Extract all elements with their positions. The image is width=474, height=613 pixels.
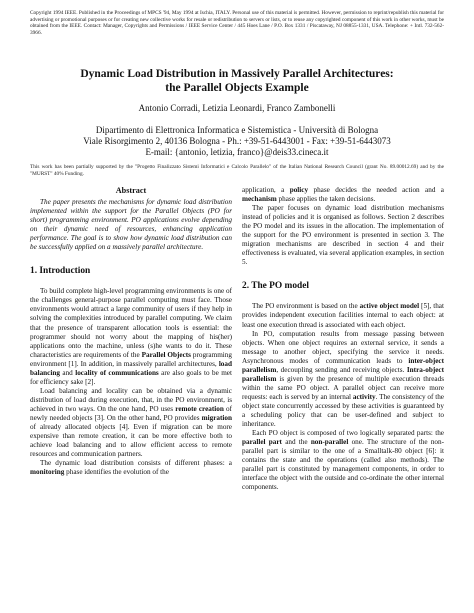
section-heading-introduction: 1. Introduction	[30, 266, 91, 277]
intro-paragraph-1: To build complete high-level programming environments is one of the challenges general-purpose parallel computing must face. Those environments would attract a large community of users if they help in solving the complexities introduced by parallel computing. We claim that the presence of transparent allocation tools is essential: the programmer should not worry about the mapping of his(her) applications onto the machine, unless (s)he wants to do it. These characteristics are requirements of the Parallel Objects programming environment [1]. In addition, in massively parallel architectures, load balancing and locality of communications are also goals to be met for efficiency sake [2].	[30, 287, 232, 386]
abstract-heading: Abstract	[115, 186, 147, 195]
po-paragraph-3: Each PO object is composed of two logically separated parts: the parallel part and the non-parallel one. The structure of the non-parallel part is similar to the one of a Smalltalk-80 object [6]: it contains the state and the operations (called also methods). The parallel part is constituted by management components, in order to interface the object with the outside and co-ordinate the other internal components.	[242, 429, 445, 492]
po-paragraph-1: The PO environment is based on the active object model [5], that provides independent execution facilities internal to each object: at least one execution thread is associated with each object.	[242, 302, 444, 329]
abstract-text: The paper presents the mechanisms for dynamic load distribution implemented within the support for the Parallel Objects (PO for short) programming environment. PO applications evolve depending on their dynamic need of resources, enhancing application performance. The goal is to show how dynamic load distribution can be successfully applied on a massively parallel architecture.	[30, 198, 232, 252]
funding-note: This work has been partially supported by the "Progetto Finalizzato Sistemi Informatici e Calcolo Parallelo" of the Italian National Research Council (grant No. 89.00012.69) and by the "MURST" 40% Funding.	[30, 164, 444, 177]
title-line-1: Dynamic Load Distribution in Massively Parallel Architectures:	[80, 68, 394, 80]
affiliation-line-2: Viale Risorgimento 2, 40136 Bologna - Ph.: +39-51-6443001 - Fax: +39-51-6443073	[83, 136, 391, 146]
left-column	[30, 186, 232, 477]
author-list: Antonio Corradi, Letizia Leonardi, Franco Zambonelli	[138, 103, 336, 113]
paper-title	[30, 67, 444, 95]
affiliation-email: E-mail: {antonio, letizia, franco}@deis33.cineca.it	[145, 147, 329, 157]
section-heading-po-model: 2. The PO model	[242, 281, 310, 292]
right-column	[242, 186, 444, 492]
intro-paragraph-3-continued: application, a policy phase decides the needed action and a mechanism phase applies the taken decisions.	[242, 186, 444, 204]
intro-paragraph-2: Load balancing and locality can be obtained via a dynamic distribution of load during execution, that, in the PO environment, is achieved in two ways. On the one hand, PO uses remote creation of newly needed objects [3]. On the other hand, PO provides migration of already allocated objects [4]. Even if migration can be more expensive than remote creation, it can be more effective both to achieve load balancing and to allow efficient access to remote resources and communication partners.	[30, 386, 232, 459]
title-line-2: the Parallel Objects Example	[165, 82, 309, 94]
intro-paragraph-3: The dynamic load distribution consists of different phases: a monitoring phase identifies the evolution of the	[30, 459, 232, 477]
affiliation-line-1: Dipartimento di Elettronica Informatica e Sistemistica - Università di Bologna	[95, 125, 379, 135]
affiliation	[30, 125, 444, 158]
po-paragraph-2: In PO, computation results from message passing between objects. When one object requires an external service, it sends a message to another object, specifying the service it needs. Asynchronous modes of communication leads to inter-object parallelism, decoupling sending and receiving objects. Intra-object parallelism is given by the presence of multiple execution threads within the same PO object. A parallel object can receive more requests: each is served by an internal activity. The consistency of the object state concurrently accessed by these activities is guaranteed by a scheduling policy that can be user-defined and subject to inheritance.	[242, 329, 444, 429]
intro-paragraph-4: The paper focuses on dynamic load distribution mechanisms instead of policies and it is organised as follows. Section 2 describes the PO model and its issues in the allocation. The implementation of the support for the PO environment is presented in section 3. The migration mechanisms are described in section 4 and their effectiveness is evaluated, via several application examples, in section 5.	[242, 204, 444, 267]
copyright-notice: Copyright 1994 IEEE. Published in the Proceedings of MPCS '94, May 1994 at Ischia, ITALY. Personal use of this material is permitted. However, permission to reprint/republish this material for advertising or promotional purposes or for creating new collective works for resale or redistribution to servers or lists, or to reuse any copyrighted component of this work in other works, must be obtained from the IEEE. Contact: Manager, Copyrights and Permissions / IEEE Service Center / 445 Hoes Lane / P.O. Box 1331 / Piscataway, NJ 08855-1331, USA. Telephone: + Intl. 732-562-3966.	[30, 10, 444, 36]
